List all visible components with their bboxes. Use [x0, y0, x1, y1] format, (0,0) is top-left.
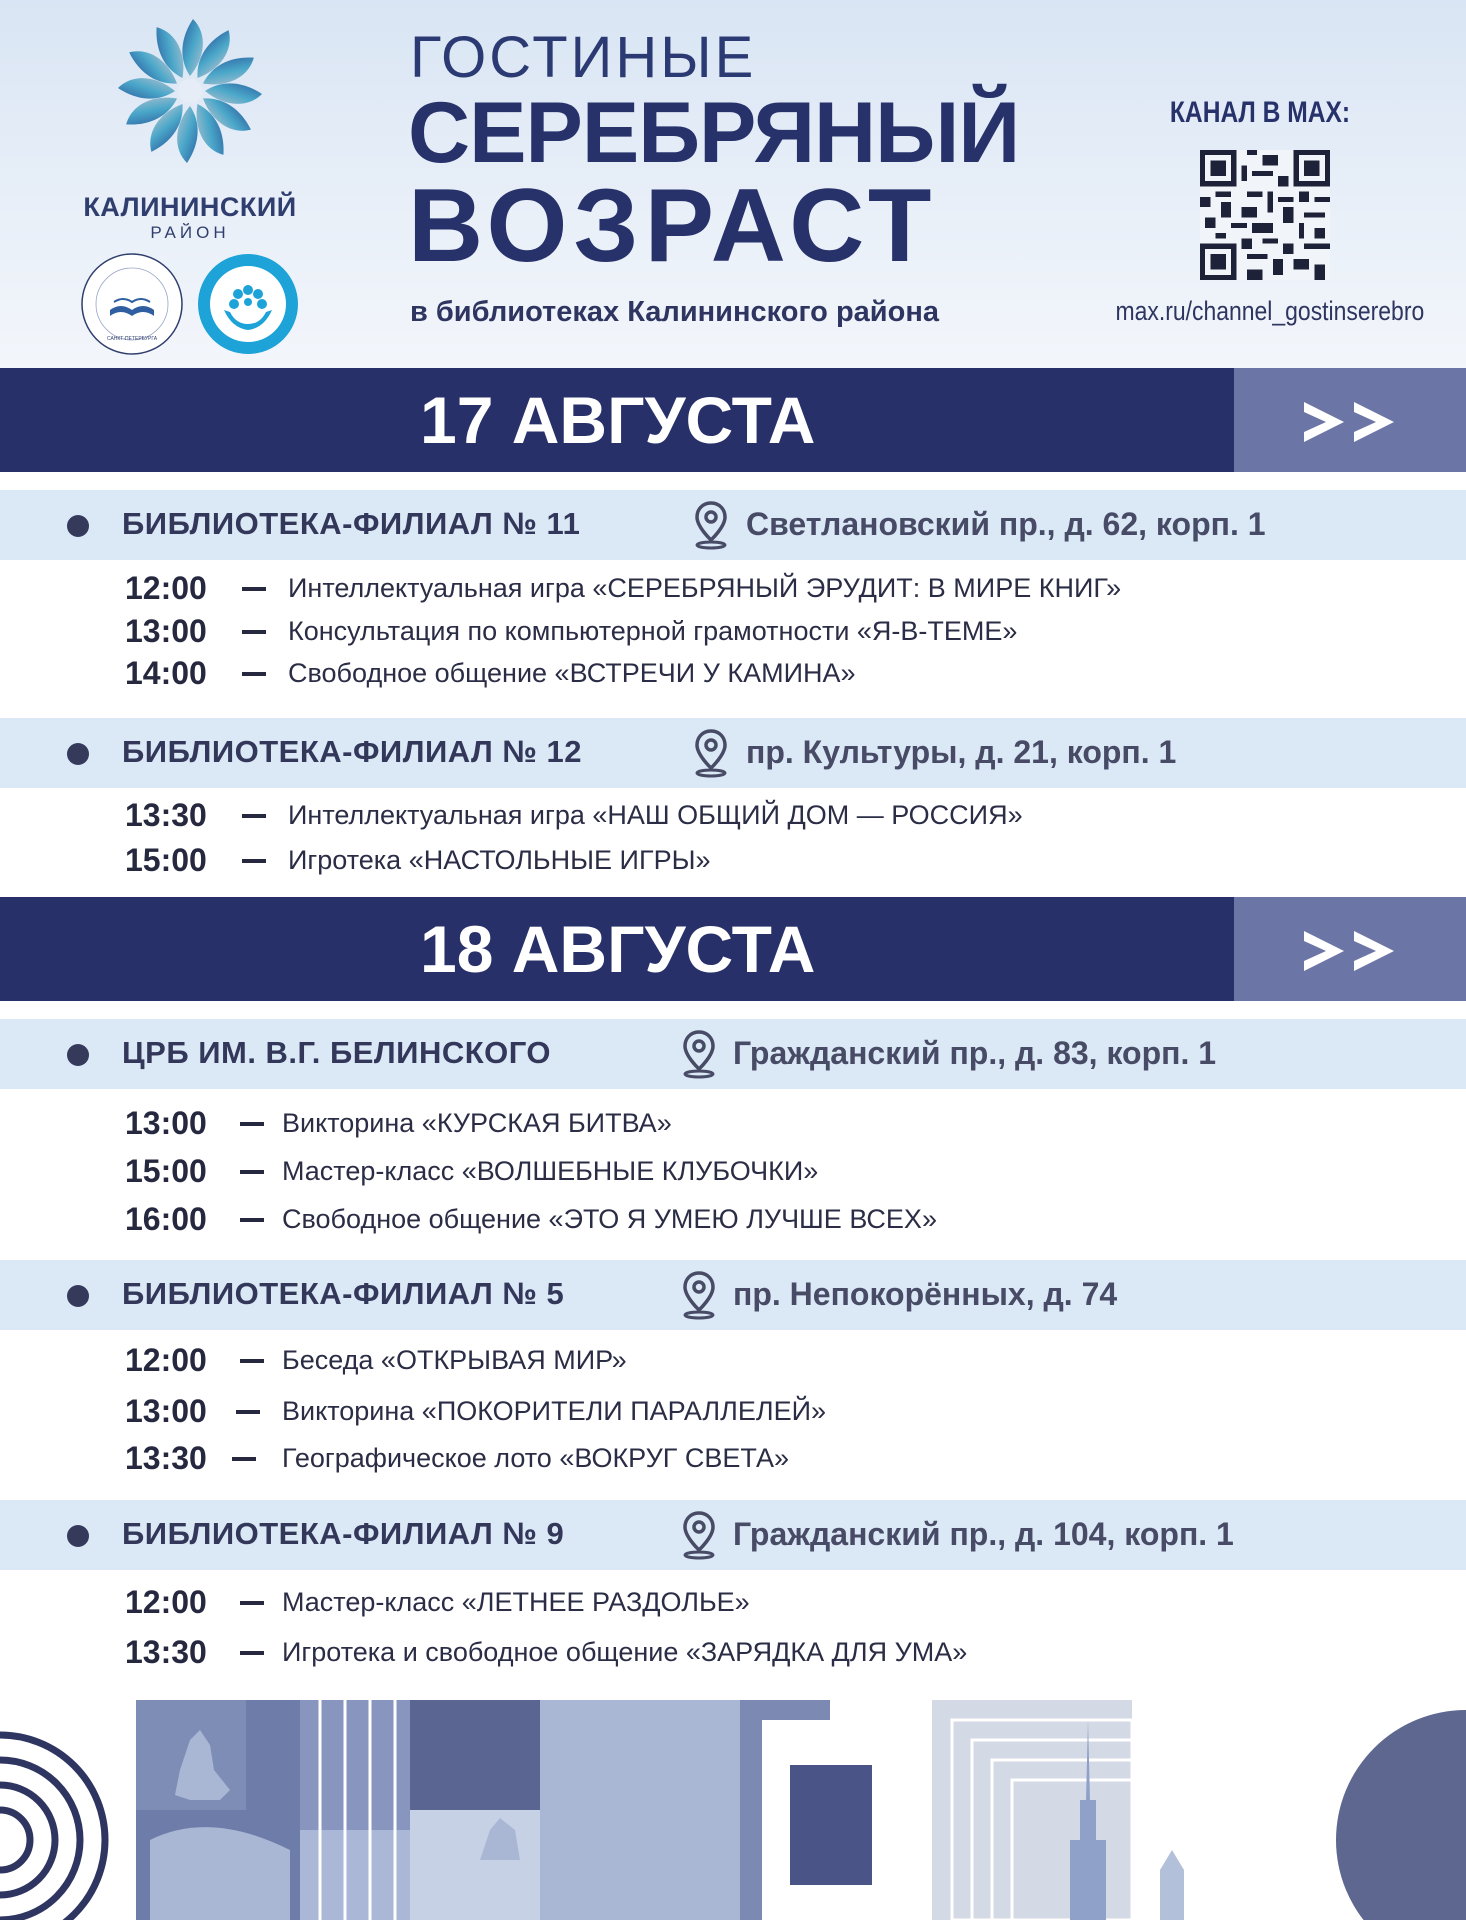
event-title: Викторина «КУРСКАЯ БИТВА» [282, 1108, 672, 1138]
map-pin-icon [680, 1029, 718, 1079]
dash-separator [240, 1122, 264, 1126]
channel-label: КАНАЛ В MAX: [1169, 96, 1351, 129]
event-title: Мастер-класс «ЛЕТНЕЕ РАЗДОЛЬЕ» [282, 1587, 750, 1617]
library-header [0, 718, 1466, 788]
library-address: пр. Культуры, д. 21, корп. 1 [746, 734, 1177, 770]
library-name: БИБЛИОТЕКА-ФИЛИАЛ № 5 [122, 1276, 565, 1311]
qr-code-icon[interactable] [1200, 150, 1330, 280]
dash-separator [242, 814, 266, 818]
event-title: Интеллектуальная игра «НАШ ОБЩИЙ ДОМ — РОССИЯ» [288, 800, 1023, 830]
bullet-dot-icon [67, 1285, 89, 1307]
library-name: БИБЛИОТЕКА-ФИЛИАЛ № 9 [122, 1516, 565, 1551]
dash-separator [242, 859, 266, 863]
event-title: Свободное общение «ЭТО Я УМЕЮ ЛУЧШЕ ВСЕХ» [282, 1204, 937, 1234]
event-time: 15:00 [125, 842, 207, 878]
dash-separator [240, 1601, 264, 1605]
swirl-flower-logo-icon [115, 16, 265, 166]
dash-separator [240, 1170, 264, 1174]
library-name: БИБЛИОТЕКА-ФИЛИАЛ № 11 [122, 506, 581, 541]
event-time: 12:00 [125, 570, 207, 606]
svg-text:САНКТ-ПЕТЕРБУРГА: САНКТ-ПЕТЕРБУРГА [106, 336, 158, 342]
library-system-emblem-icon [80, 252, 184, 356]
library-header [0, 1260, 1466, 1330]
title-line-3: ВОЗРАСТ [408, 168, 938, 284]
date-bar-day-1 [0, 368, 1466, 472]
event-title: Игротека и свободное общение «ЗАРЯДКА ДЛЯ УМА» [282, 1637, 968, 1667]
event-time: 13:00 [125, 613, 207, 649]
double-chevron-right-icon [1300, 927, 1412, 975]
map-pin-icon [680, 1510, 718, 1560]
library-address: Гражданский пр., д. 104, корп. 1 [733, 1516, 1234, 1552]
event-time: 13:00 [125, 1393, 207, 1429]
library-address: Светлановский пр., д. 62, корп. 1 [746, 506, 1266, 542]
dash-separator [242, 587, 266, 591]
arrow-box [1234, 368, 1466, 472]
hands-flower-emblem-icon [196, 252, 300, 356]
title-line-1: ГОСТИНЫЕ [410, 25, 757, 90]
library-address: Гражданский пр., д. 83, корп. 1 [733, 1035, 1217, 1071]
event-title: Игротека «НАСТОЛЬНЫЕ ИГРЫ» [288, 845, 711, 875]
date-heading: 17 АВГУСТА [420, 383, 816, 457]
event-title: Беседа «ОТКРЫВАЯ МИР» [282, 1345, 627, 1375]
event-title: Викторина «ПОКОРИТЕЛИ ПАРАЛЛЕЛЕЙ» [282, 1396, 827, 1426]
event-title: Мастер-класс «ВОЛШЕБНЫЕ КЛУБОЧКИ» [282, 1156, 819, 1186]
bullet-dot-icon [67, 515, 89, 537]
event-title: Географическое лото «ВОКРУГ СВЕТА» [282, 1443, 790, 1473]
dash-separator [242, 630, 266, 634]
logo-raion-label: РАЙОН [150, 223, 230, 242]
map-pin-icon [680, 1270, 718, 1320]
date-heading: 18 АВГУСТА [420, 912, 816, 986]
event-time: 12:00 [125, 1342, 207, 1378]
library-name: БИБЛИОТЕКА-ФИЛИАЛ № 12 [122, 734, 583, 769]
dash-separator [236, 1410, 260, 1414]
dash-separator [242, 672, 266, 676]
event-time: 13:30 [125, 1440, 207, 1476]
event-title: Консультация по компьютерной грамотности «Я-В-ТЕМЕ» [288, 616, 1018, 646]
library-header [0, 490, 1466, 560]
dash-separator [232, 1457, 256, 1461]
event-title: Интеллектуальная игра «СЕРЕБРЯНЫЙ ЭРУДИТ: В МИРЕ КНИГ» [288, 573, 1122, 603]
subtitle: в библиотеках Калининского района [410, 296, 939, 328]
event-time: 13:30 [125, 1634, 207, 1670]
bullet-dot-icon [67, 743, 89, 765]
dash-separator [240, 1218, 264, 1222]
map-pin-icon [692, 728, 730, 778]
date-bar-day-2 [0, 897, 1466, 1001]
header [0, 0, 1466, 368]
bullet-dot-icon [67, 1525, 89, 1547]
bullet-dot-icon [67, 1044, 89, 1066]
event-time: 13:30 [125, 797, 207, 833]
library-name: ЦРБ ИМ. В.Г. БЕЛИНСКОГО [122, 1035, 552, 1070]
library-address: пр. Непокорённых, д. 74 [733, 1276, 1118, 1312]
event-time: 15:00 [125, 1153, 207, 1189]
event-time: 12:00 [125, 1584, 207, 1620]
event-time: 14:00 [125, 655, 207, 691]
library-header [0, 1019, 1466, 1089]
dash-separator [240, 1651, 264, 1655]
footer-decoration [0, 1700, 1466, 1920]
event-title: Свободное общение «ВСТРЕЧИ У КАМИНА» [288, 658, 856, 688]
arrow-box [1234, 897, 1466, 1001]
event-time: 16:00 [125, 1201, 207, 1237]
channel-url-link[interactable]: max.ru/channel_gostinserebro [1115, 296, 1425, 326]
map-pin-icon [692, 500, 730, 550]
dash-separator [240, 1359, 264, 1363]
library-header [0, 1500, 1466, 1570]
event-time: 13:00 [125, 1105, 207, 1141]
city-geometric-illustration [0, 1700, 1466, 1920]
title-line-2: СЕРЕБРЯНЫЙ [408, 85, 1020, 181]
double-chevron-right-icon [1300, 398, 1412, 446]
logo-district-name: КАЛИНИНСКИЙ [83, 192, 297, 222]
district-logo [60, 16, 320, 346]
